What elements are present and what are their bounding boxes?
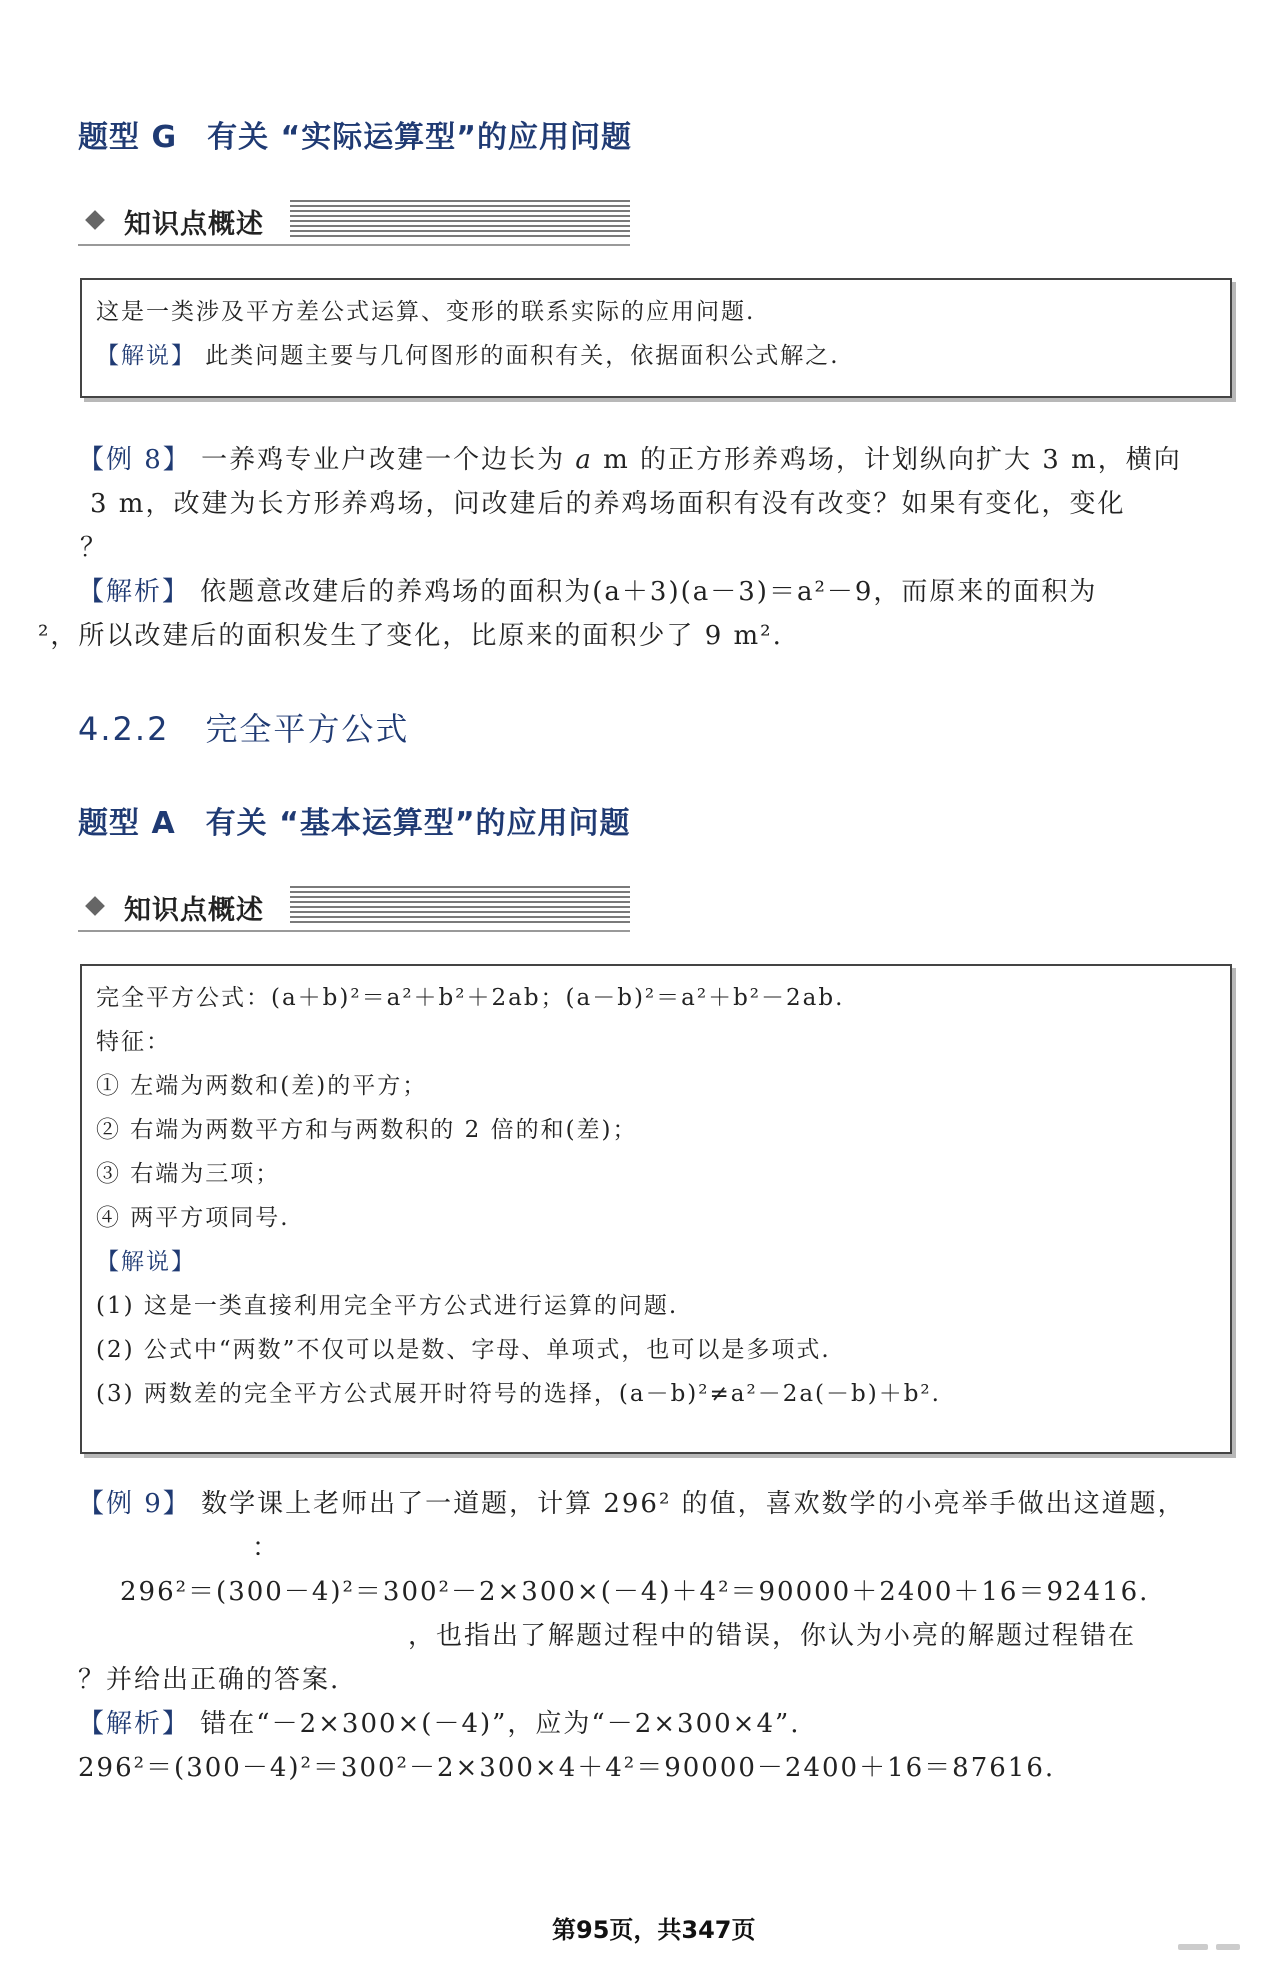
example-9-line-2: ： [252, 1533, 281, 1563]
formula-line: 完全平方公式：(a＋b)²＝a²＋b²＋2ab；(a－b)²＝a²＋b²－2ab. [96, 985, 845, 1011]
explanation-item: (3) 两数差的完全平方公式展开时符号的选择，(a－b)²≠a²－2a(－b)＋b². [96, 1381, 941, 1407]
heading-title: 有关 “实际运算型”的应用问题 [207, 120, 632, 155]
solution-8-line-2: ²，所以改建后的面积发生了变化，比原来的面积少了 9 m². [38, 621, 783, 651]
knowledge-label: 知识点概述 [124, 209, 264, 240]
variable-a: a [575, 445, 593, 475]
decorative-lines [290, 200, 630, 238]
example-text: 数学课上老师出了一道题，计算 296² 的值，喜欢数学的小亮举手做出这道题， [190, 1489, 1186, 1519]
section-number: 4.2.2 [78, 710, 170, 748]
explanation-text: 此类问题主要与几何图形的面积有关，依据面积公式解之. [196, 343, 840, 369]
formula-box [80, 964, 1232, 1454]
solution-text: 错在“－2×300×(－4)”，应为“－2×300×4”. [190, 1709, 801, 1739]
feature-item: ④ 两平方项同号. [96, 1205, 290, 1231]
band-underline [78, 244, 630, 246]
example-8-line-3: ？ [80, 533, 109, 563]
feature-item: ② 右端为两数平方和与两数积的 2 倍的和(差)； [96, 1117, 638, 1143]
solution-text: 依题意改建后的养鸡场的面积为(a＋3)(a－3)＝a²－9，而原来的面积为 [190, 577, 1098, 607]
section-heading-type-a [78, 798, 631, 842]
explanation-item: (2) 公式中“两数”不仅可以是数、字母、单项式，也可以是多项式. [96, 1337, 831, 1363]
decorative-lines [290, 886, 630, 924]
example-9-line-5: ？并给出正确的答案. [78, 1665, 341, 1695]
explanation-item: (1) 这是一类直接利用完全平方公式进行运算的问题. [96, 1293, 679, 1319]
feature-item: ① 左端为两数和(差)的平方； [96, 1073, 428, 1099]
knowledge-band [78, 196, 630, 248]
feature-heading: 特征： [96, 1029, 171, 1055]
example-8-line-2: 3 m，改建为长方形养鸡场，问改建后的养鸡场面积有没有改变？如果有变化，变化 [90, 489, 1126, 519]
solution-8-line-1 [78, 570, 1097, 614]
example-9 [78, 1482, 1186, 1702]
solution-9 [78, 1702, 1055, 1790]
overview-box [80, 278, 1232, 398]
solution-9-line-2: 296²＝(300－4)²＝300²－2×300×4＋4²＝90000－2400＋16＝87616. [78, 1753, 1056, 1783]
knowledge-band [78, 882, 630, 934]
heading-title: 有关 “基本运算型”的应用问题 [205, 806, 631, 841]
example-tag: 【例 8】 [78, 445, 191, 475]
example-text: 一养鸡专业户改建一个边长为 [190, 445, 576, 475]
section-name: 完全平方公式 [205, 710, 410, 748]
heading-label: 题型 G [78, 120, 178, 155]
diamond-icon [85, 210, 105, 230]
example-text: m 的正方形养鸡场，计划纵向扩大 3 m，横向 [592, 445, 1182, 475]
feature-item: ③ 右端为三项； [96, 1161, 281, 1187]
example-9-calculation: 296²＝(300－4)²＝300²－2×300×(－4)＋4²＝90000＋2400＋16＝92416. [120, 1577, 1150, 1607]
diamond-icon [85, 896, 105, 916]
example-tag: 【例 9】 [78, 1489, 191, 1519]
example-9-line-4: ，也指出了解题过程中的错误，你认为小亮的解题过程错在 [408, 1621, 1137, 1651]
example-9-line-1 [78, 1482, 1186, 1526]
explanation-tag: 【解说】 [96, 1249, 196, 1275]
band-underline [78, 930, 630, 932]
explanation-line [96, 334, 1216, 378]
solution-8 [78, 570, 1097, 614]
scroll-handle[interactable] [1216, 1944, 1240, 1950]
explanation-tag: 【解说】 [96, 343, 196, 369]
solution-tag: 【解析】 [78, 1709, 191, 1739]
knowledge-label: 知识点概述 [124, 895, 264, 926]
scroll-handle[interactable] [1178, 1944, 1208, 1950]
overview-line: 这是一类涉及平方差公式运算、变形的联系实际的应用问题. [96, 299, 756, 325]
solution-tag: 【解析】 [78, 577, 191, 607]
example-8 [78, 438, 1182, 570]
section-title [78, 704, 409, 750]
example-8-line-1 [78, 438, 1182, 482]
page-indicator: 第95页，共347页 [552, 1916, 756, 1944]
solution-9-line-1 [78, 1702, 1055, 1746]
heading-label: 题型 A [78, 806, 176, 841]
section-heading-type-g [78, 112, 632, 156]
